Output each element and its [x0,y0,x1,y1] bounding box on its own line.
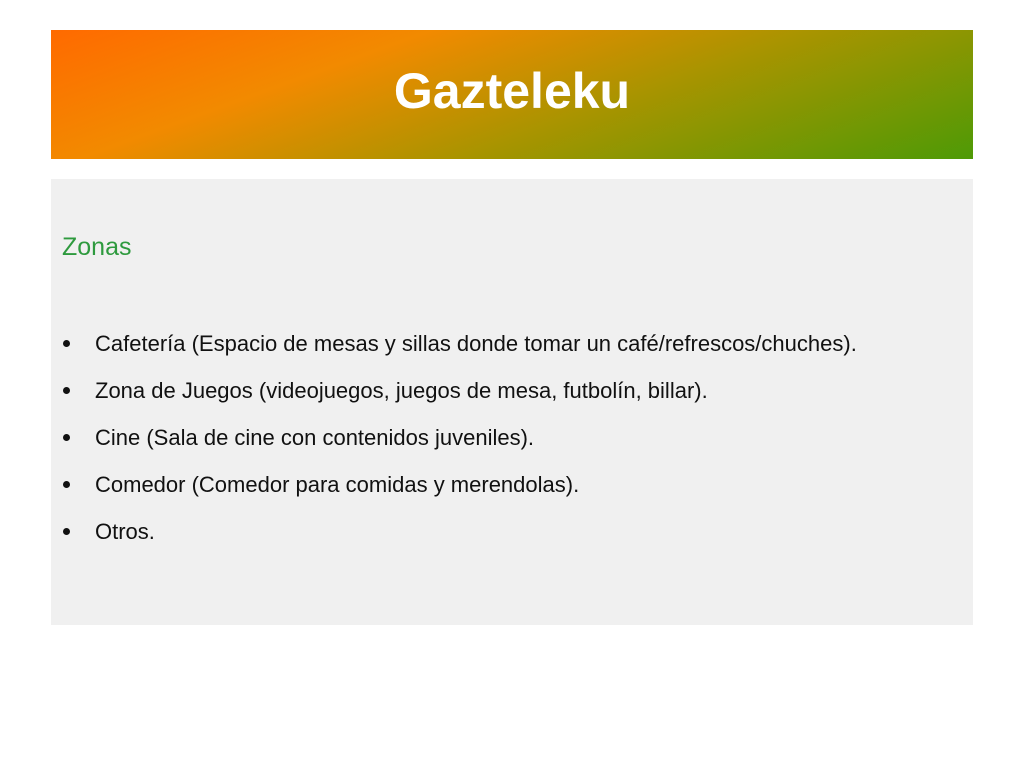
slide-title: Gazteleku [393,62,631,119]
list-item-text: Zona de Juegos (videojuegos, juegos de mesa, futbolín, billar). [95,378,708,403]
list-item [61,329,941,358]
bullet-icon [63,434,70,441]
section-heading: Zonas [62,233,132,261]
list-item [61,376,941,405]
bullet-list [61,329,941,564]
list-item [61,423,941,452]
list-item-text: Comedor (Comedor para comidas y merendolas). [95,472,580,497]
list-item-text: Cafetería (Espacio de mesas y sillas donde tomar un café/refrescos/chuches). [95,331,857,356]
bullet-icon [63,340,70,347]
list-item [61,470,941,499]
title-banner [51,30,973,159]
bullet-icon [63,528,70,535]
content-box [51,179,973,625]
list-item-text: Cine (Sala de cine con contenidos juveniles). [95,425,535,450]
bullet-icon [63,387,70,394]
list-item [61,517,941,546]
bullet-icon [63,481,70,488]
list-item-text: Otros. [95,519,155,544]
